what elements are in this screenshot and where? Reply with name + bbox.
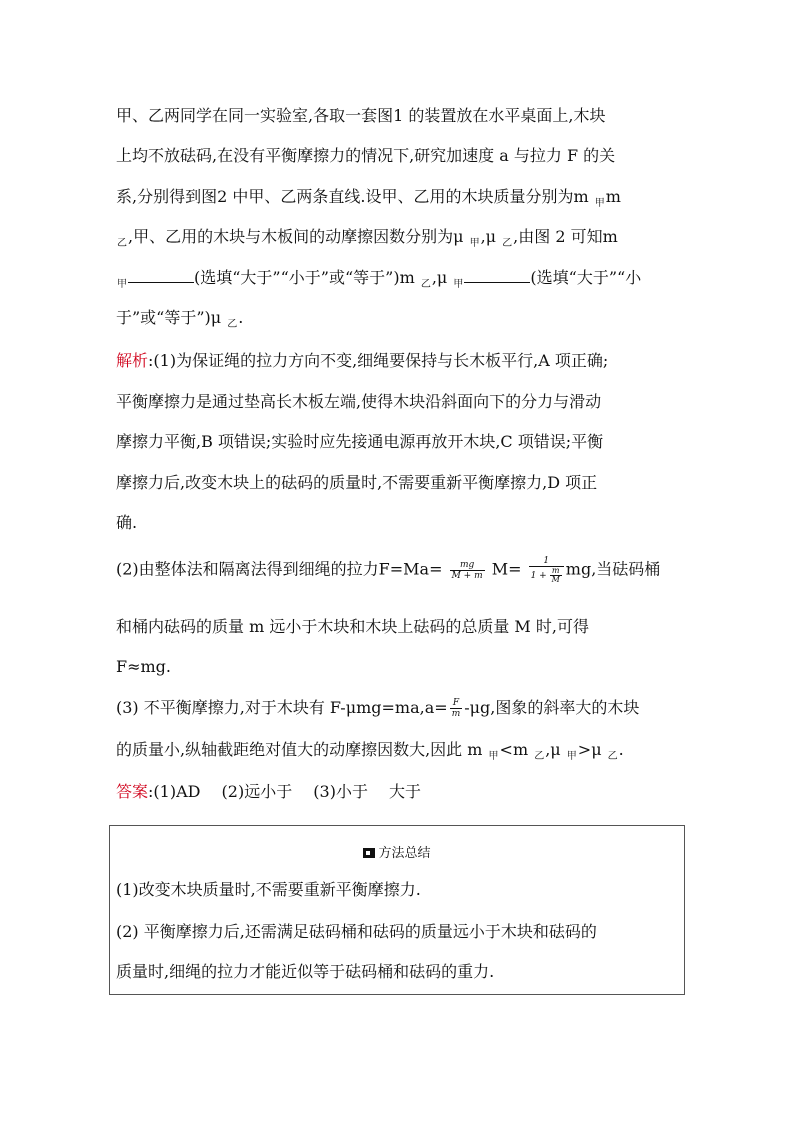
fraction-numerator: 1 [529,556,564,567]
subscript: 乙 [117,238,127,249]
analysis-line-6 [116,556,660,584]
text: (选填“大于”“小于”或“等于”)m [194,268,420,287]
speaker-icon [363,848,375,858]
text: :(1)为保证绳的拉力方向不变,细绳要保持与长木板平行,A 项正确; [148,351,609,370]
analysis-line-8: F≈mg. [116,657,172,676]
text: 于”或“等于”)μ [116,308,227,327]
summary-title-text: 方法总结 [378,846,431,861]
text: 的质量小,纵轴截距绝对值大的动摩擦因数大,因此 m [116,740,488,759]
subscript: 甲 [488,751,499,762]
question-line-3 [116,187,621,210]
analysis-line-3: 摩擦力平衡,B 项错误;实验时应先接通电源再放开木块,C 项错误;平衡 [116,432,604,451]
summary-line-2: (2) 平衡摩擦力后,还需满足砝码桶和砝码的质量远小于木块和砝码的 [116,922,597,941]
analysis-line-10 [116,740,624,763]
question-line-2: 上均不放砝码,在没有平衡摩擦力的情况下,研究加速度 a 与拉力 F 的关 [116,146,616,165]
text: ,甲、乙用的木块与木板间的动摩擦因数分别为μ [128,227,469,246]
inner-fraction [550,567,562,584]
summary-title [110,842,684,861]
question-line-6 [116,308,243,331]
question-line-1: 甲、乙两同学在同一实验室,各取一套图1 的装置放在水平桌面上,木块 [116,106,606,125]
text: 1 + [530,571,550,581]
subscript: 乙 [227,319,238,330]
question-line-5 [116,268,641,291]
fraction-1-over-1-plus-m-over-M [529,556,564,584]
answer-blank-1[interactable] [128,268,194,283]
text: >μ [577,740,607,759]
text: <m [499,740,534,759]
method-summary-box [109,825,685,995]
text: ,μ [431,268,453,287]
subscript: 乙 [607,751,618,762]
answer-line [116,782,421,802]
subscript: 甲 [594,198,605,209]
text: . [238,308,244,327]
analysis-line-5: 确. [116,513,138,532]
analysis-line-7: 和桶内砝码的质量 m 远小于木块和木块上砝码的总质量 M 时,可得 [116,617,589,636]
answer-text: :(1)AD (2)远小于 (3)小于 大于 [148,782,422,801]
text: (2)由整体法和隔离法得到细绳的拉力F=Ma= [116,559,443,579]
analysis-label: 解析 [116,351,149,370]
summary-line-3: 质量时,细绳的拉力才能近似等于砝码桶和砝码的重力. [116,962,495,981]
question-line-4 [116,227,618,250]
answer-label: 答案 [116,782,149,801]
summary-line-1: (1)改变木块质量时,不需要重新平衡摩擦力. [116,880,421,899]
text: M= [486,559,522,579]
inner-denominator: M [551,575,560,584]
fraction-mg-over-M-plus-m [450,560,485,581]
subscript: 乙 [420,279,431,290]
fraction-denominator: m [451,709,461,719]
fraction-denominator: M + m [451,570,483,581]
fraction-F-over-m [450,698,463,719]
text: (3) 不平衡摩擦力,对于木块有 F-μmg=ma,a= [116,698,448,717]
fraction-denominator [529,567,564,584]
text: ,由图 2 可知m [513,227,618,246]
answer-blank-2[interactable] [464,268,530,283]
text: 系,分别得到图2 中甲、乙两条直线.设甲、乙用的木块质量分别为m [116,187,594,206]
analysis-line-9 [116,698,639,719]
inner-numerator: m [550,567,562,576]
subscript: 甲 [566,751,577,762]
text: -μg,图象的斜率大的木块 [464,698,640,717]
fraction-numerator: F [450,698,463,709]
subscript: 甲 [453,279,464,290]
fraction-numerator: mg [450,560,485,571]
text: ,μ [545,740,566,759]
text: ,μ [480,227,502,246]
subscript: 甲 [469,238,480,249]
text: m [605,187,621,206]
analysis-line-2: 平衡摩擦力是通过垫高长木板左端,使得木块沿斜面向下的分力与滑动 [116,392,602,411]
analysis-line-1 [116,351,608,371]
text: . [618,740,624,759]
subscript: 甲 [117,279,127,290]
analysis-line-4: 摩擦力后,改变木块上的砝码的质量时,不需要重新平衡摩擦力,D 项正 [116,473,598,492]
subscript: 乙 [502,238,513,249]
text: mg,当砝码桶 [565,559,661,579]
text: (选填“大于”“小 [530,268,642,287]
subscript: 乙 [534,751,545,762]
